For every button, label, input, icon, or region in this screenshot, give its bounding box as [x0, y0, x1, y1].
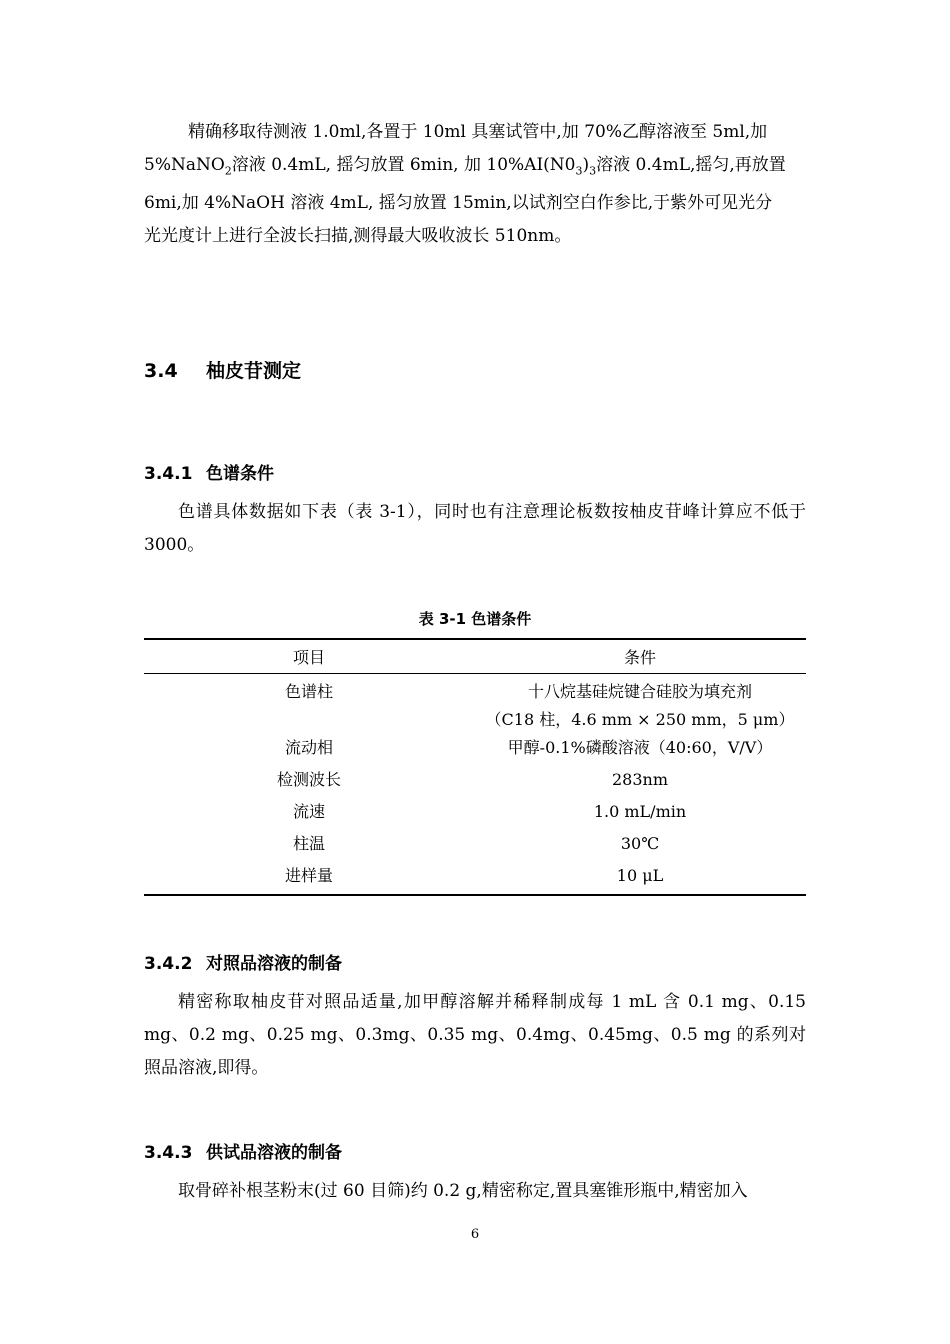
chromatography-table [144, 638, 806, 896]
table-caption: 表 3-1 色谱条件 [418, 610, 532, 628]
section-3-4-1-paragraph: 色谱具体数据如下表（表 3-1），同时也有注意理论板数按柚皮苷峰计算应不低于 3000。 [144, 502, 806, 555]
table-cell-item: 流动相 [284, 738, 333, 757]
section-number: 3.4.2 [144, 954, 193, 974]
section-title: 色谱条件 [206, 464, 274, 484]
section-3-4-2-paragraph: 精密称取柚皮苷对照品适量,加甲醇溶解并稀释制成每 1 mL 含 0.1 mg、0.15 mg、0.2 mg、0.25 mg、0.3mg、0.35 mg、0.4mg、0.45mg、0.5 mg 的系列对照品溶液,即得。 [144, 992, 806, 1078]
table-cell-condition: 283nm [611, 770, 668, 789]
table-cell-item: 柱温 [292, 834, 325, 853]
section-heading-3-4-1 [144, 459, 274, 484]
intro-line-1: 精确移取待测液 1.0ml,各置于 10ml 具塞试管中,加 70%乙醇溶液至 5ml,加 [188, 122, 768, 142]
page-number: 6 [470, 1227, 480, 1242]
subscript-3a: 3 [575, 164, 583, 178]
intro-line-4: 光光度计上进行全波长扫描,测得最大吸收波长 510nm。 [144, 226, 572, 247]
section-heading-3-4 [144, 356, 301, 383]
table-cell-condition: 1.0 mL/min [593, 802, 687, 821]
intro-paragraph [144, 116, 806, 253]
section-number: 3.4.1 [144, 464, 193, 484]
intro-line-2-b: 溶液 0.4mL, 摇匀放置 6min, 加 10%AI(N0 [231, 155, 576, 175]
table-cell-condition: 30℃ [620, 834, 660, 853]
intro-line-2-a: 5%NaNO [144, 155, 225, 175]
section-3-4-3-paragraph: 取骨碎补根茎粉末(过 60 目筛)约 0.2 g,精密称定,置具塞锥形瓶中,精密加入 [178, 1181, 748, 1201]
intro-line-3: 6mi,加 4%NaOH 溶液 4mL, 摇匀放置 15min,以试剂空白作参比,于紫外可见光分 [144, 193, 773, 214]
section-title: 供试品溶液的制备 [206, 1143, 342, 1163]
column-header-condition: 条件 [623, 648, 656, 667]
table-cell-item: 进样量 [284, 866, 333, 885]
section-number: 3.4 [144, 360, 178, 382]
table-cell-condition: 甲醇-0.1%磷酸溶液（40:60，V/V） [507, 738, 773, 757]
table-row [144, 862, 806, 895]
table-row [144, 734, 806, 766]
section-number: 3.4.3 [144, 1143, 193, 1163]
subscript-2: 2 [224, 164, 232, 178]
table-cell-item: 色谱柱 [284, 682, 333, 701]
intro-line-2 [144, 149, 806, 187]
condition-line: 十八烷基硅烷键合硅胶为填充剂 [527, 682, 752, 701]
table-cell-condition: 10 μL [616, 866, 664, 885]
section-title: 柚皮苷测定 [206, 360, 302, 382]
intro-line-2-c: ) [582, 155, 590, 175]
table-cell-item: 流速 [292, 802, 325, 821]
subscript-3b: 3 [589, 164, 597, 178]
table-row [144, 798, 806, 830]
intro-line-2-d: 溶液 0.4mL,摇匀,再放置 [596, 155, 786, 175]
section-heading-3-4-2 [144, 949, 342, 974]
table-cell-item: 检测波长 [276, 770, 341, 789]
table-row [144, 674, 806, 735]
table-row [144, 766, 806, 798]
section-heading-3-4-3 [144, 1138, 342, 1163]
column-header-item: 项目 [292, 648, 325, 667]
table-cell-condition [474, 674, 806, 735]
table-row [144, 830, 806, 862]
condition-line: （C18 柱，4.6 mm × 250 mm，5 μm） [485, 710, 795, 729]
table-header-row [144, 639, 806, 674]
section-title: 对照品溶液的制备 [206, 954, 342, 974]
